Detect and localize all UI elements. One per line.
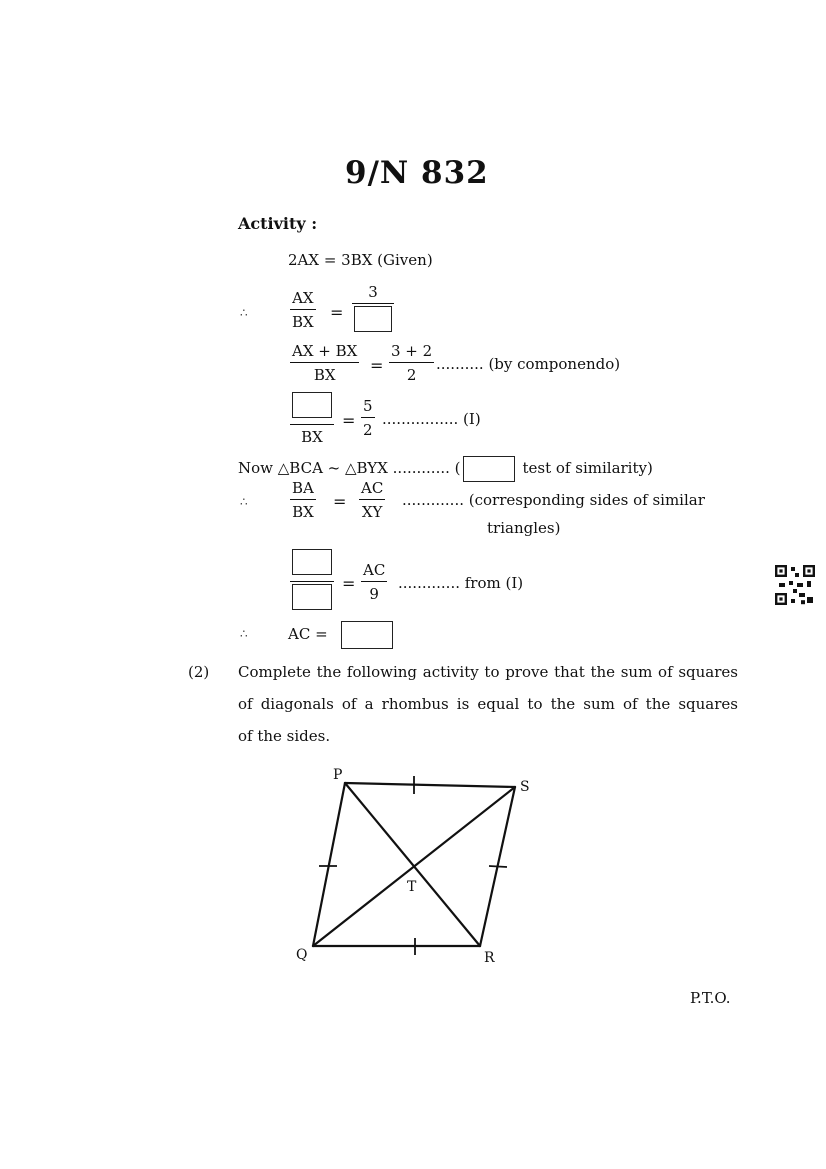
equation-i-note: ................ (I) [382, 410, 481, 428]
corresponding-sides-note-cont: triangles) [487, 519, 561, 537]
answer-box-similarity-test[interactable] [463, 456, 515, 482]
fraction-denominator: 2 [363, 421, 373, 439]
rhombus-figure [280, 760, 540, 970]
answer-box-2[interactable] [292, 392, 332, 418]
side-ps [345, 783, 515, 787]
fraction-3-plus-2 [389, 342, 434, 384]
fraction-blank-bx [290, 392, 334, 446]
question-line: Complete the following activity to prove that the sum of squares [238, 663, 738, 681]
fraction-numerator: AC [363, 561, 386, 579]
corresponding-sides-note: ............. (corresponding sides of similar [402, 491, 705, 509]
answer-box-4[interactable] [292, 584, 332, 610]
vertex-label-r: R [484, 950, 495, 966]
given-statement: 2AX = 3BX (Given) [288, 251, 433, 269]
vertex-label-p: P [333, 767, 343, 783]
fraction-numerator: AC [361, 479, 384, 497]
ac-result-label: AC = [288, 625, 328, 643]
fraction-denominator: BX [292, 313, 314, 331]
fraction-numerator: 3 [368, 283, 378, 301]
similarity-prefix: Now △BCA ~ △BYX ............ ( [238, 459, 461, 477]
therefore-symbol: ∴ [240, 627, 248, 641]
from-i-note: ............. from (I) [398, 574, 524, 592]
question-line: of diagonals of a rhombus is equal to the sum of the squares [238, 695, 738, 713]
side-qp [313, 783, 345, 946]
fraction-denominator: 2 [406, 366, 417, 384]
qr-code [775, 565, 815, 605]
diagonal-pr [345, 783, 480, 946]
fraction-ax-plus-bx [290, 342, 359, 384]
answer-box-ac[interactable] [341, 621, 393, 649]
fraction-denominator: BX [313, 366, 336, 384]
equals-sign: = [370, 356, 384, 375]
fraction-denominator: BX [301, 428, 323, 446]
fraction-numerator: AX + BX [292, 342, 358, 360]
fraction-denominator: XY [361, 503, 383, 521]
pto-label: P.T.O. [690, 989, 731, 1007]
equals-sign: = [342, 574, 356, 593]
therefore-symbol: ∴ [240, 495, 248, 509]
center-label-t: T [407, 879, 417, 895]
answer-box-1[interactable] [354, 306, 392, 332]
fraction-ba-bx [290, 479, 316, 521]
similarity-suffix: test of similarity) [522, 459, 653, 477]
vertex-label-s: S [520, 779, 530, 795]
componendo-note: .......... (by componendo) [436, 355, 621, 373]
fraction-5-2 [361, 397, 375, 439]
fraction-numerator: AX [292, 289, 314, 307]
equals-sign: = [342, 411, 356, 430]
vertex-label-q: Q [296, 947, 308, 963]
question-line: of the sides. [238, 727, 331, 745]
fraction-numerator: 5 [363, 397, 373, 415]
fraction-3-blank [352, 283, 394, 336]
answer-box-3[interactable] [292, 549, 332, 575]
activity-heading: Activity : [238, 214, 318, 233]
therefore-symbol: ∴ [240, 306, 248, 320]
fraction-ax-bx [290, 289, 316, 331]
fraction-ac-9 [361, 561, 387, 603]
fraction-ac-xy [359, 479, 385, 521]
fraction-denominator: BX [292, 503, 314, 521]
question-text [238, 656, 738, 752]
page-code: 9/N 832 [345, 155, 489, 191]
fraction-numerator: BA [292, 479, 314, 497]
tick-mark [489, 866, 507, 867]
fraction-denominator: 9 [369, 585, 379, 603]
question-number: (2) [188, 663, 210, 681]
fraction-numerator: 3 + 2 [391, 342, 433, 360]
fraction-blank-blank [290, 549, 334, 614]
equals-sign: = [330, 303, 344, 322]
equals-sign: = [333, 492, 347, 511]
